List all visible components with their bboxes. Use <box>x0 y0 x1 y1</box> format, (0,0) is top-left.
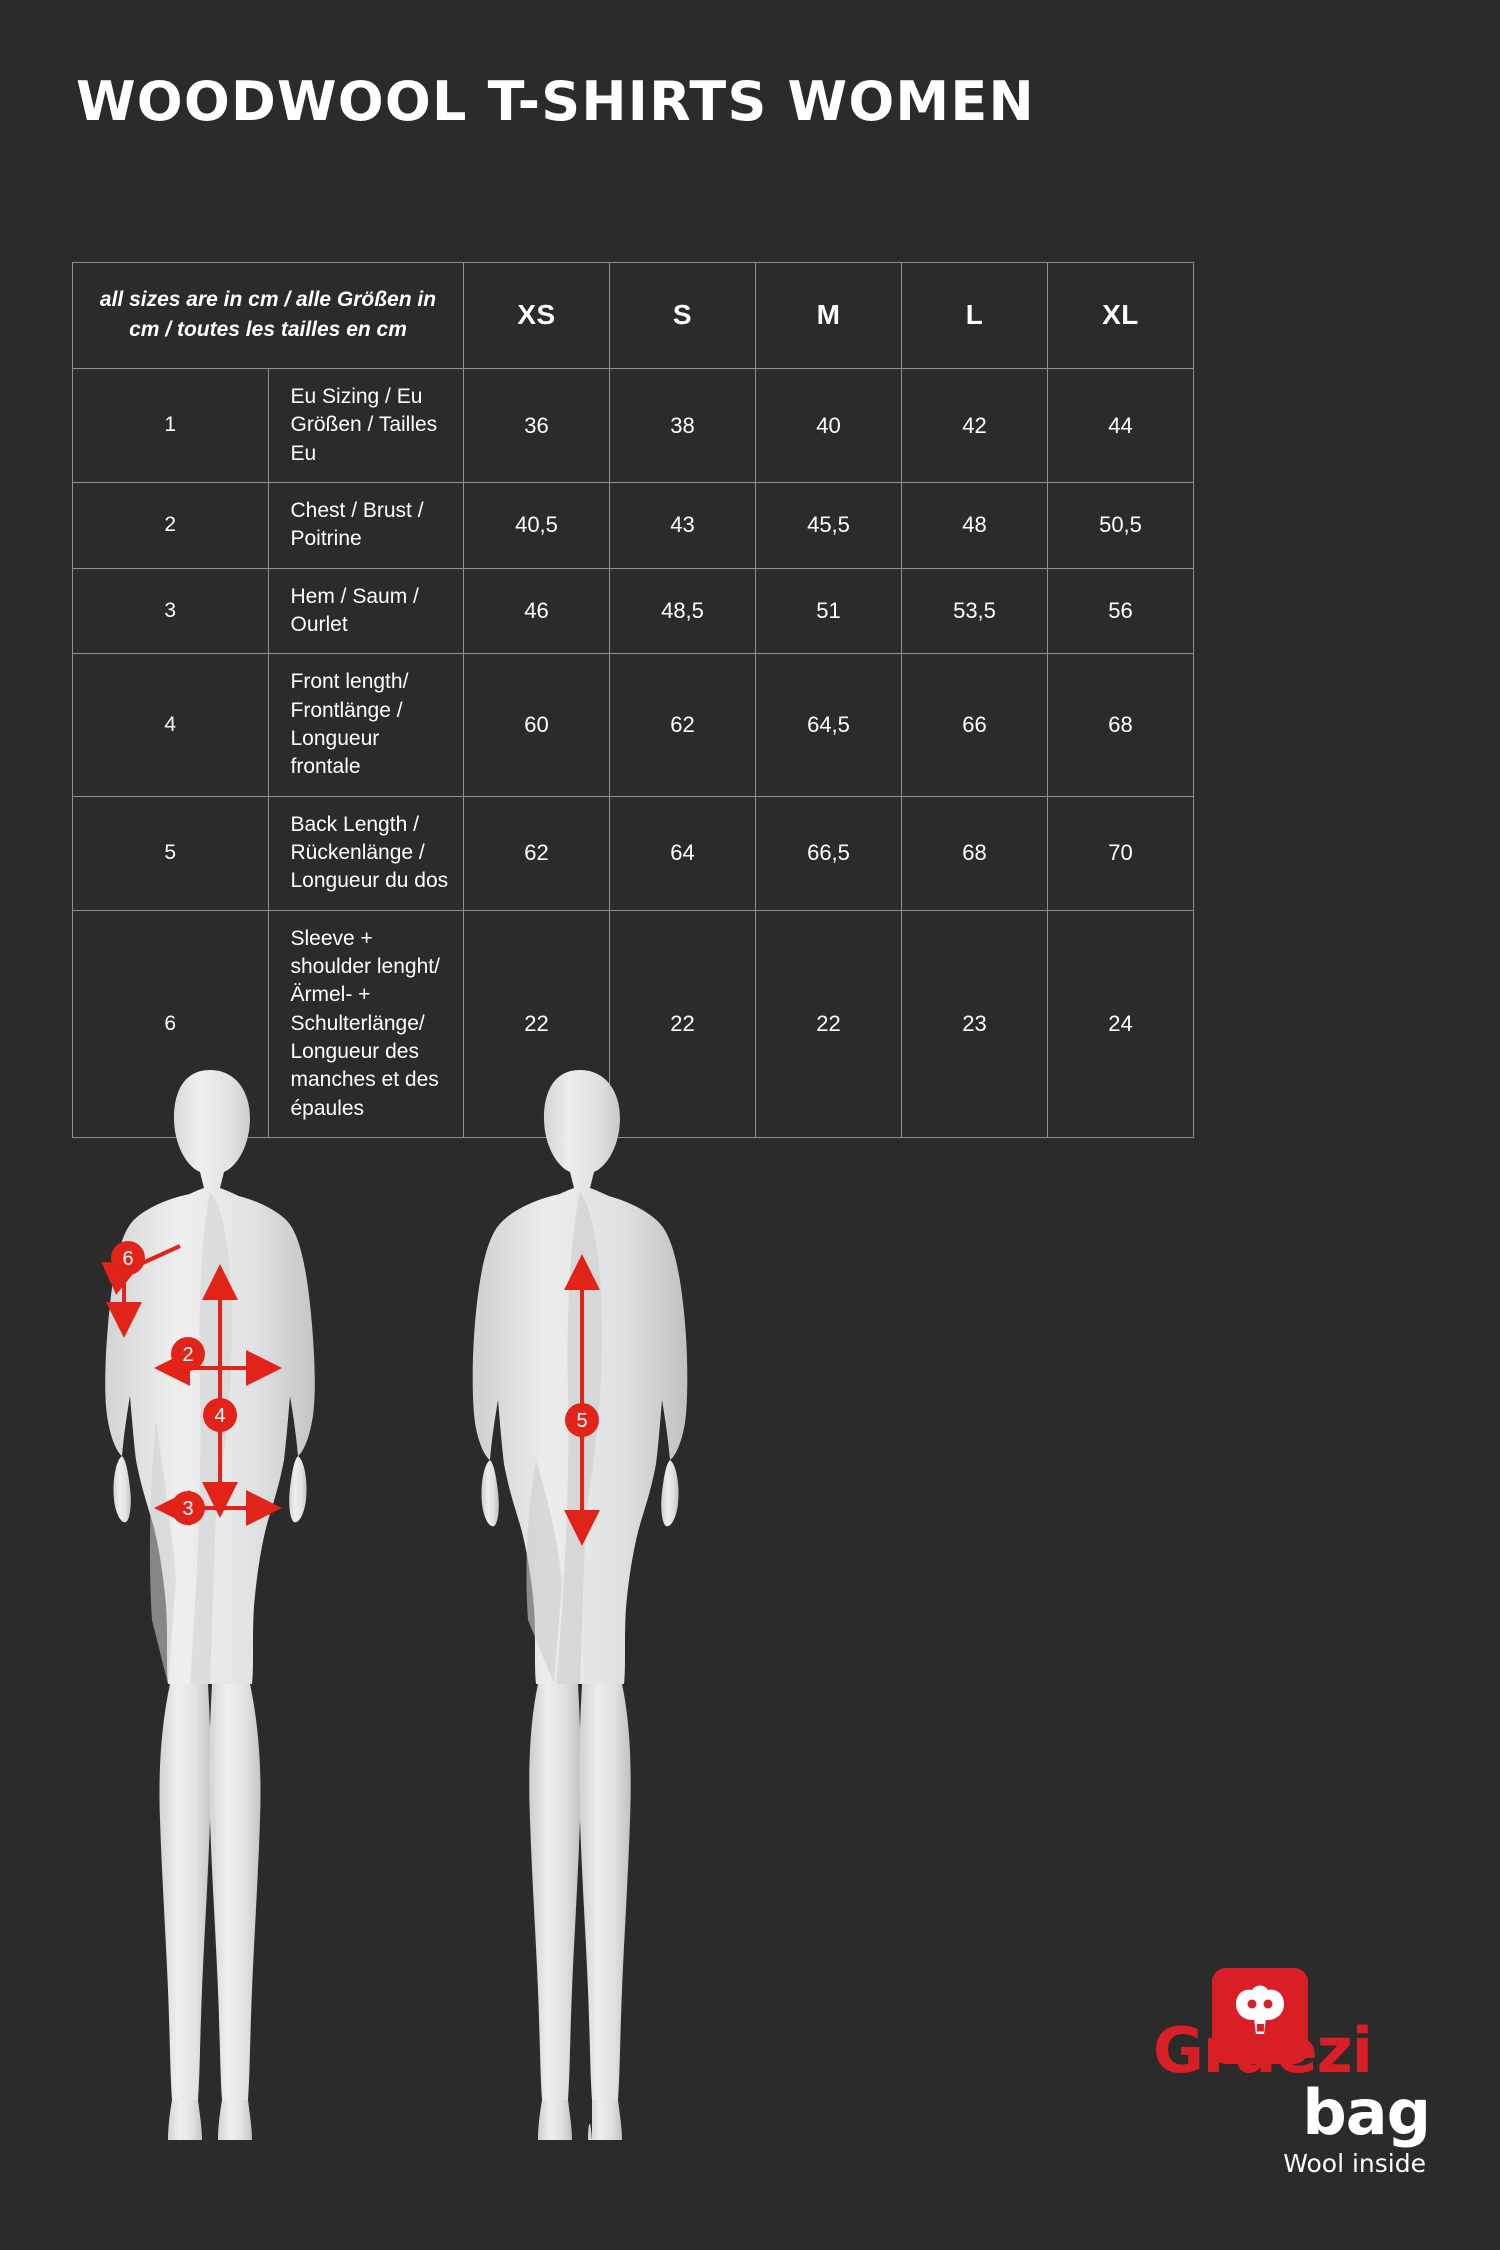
size-header-xs: XS <box>464 263 610 369</box>
row-value-l: 48 <box>902 482 1048 568</box>
measurement-marker-5 <box>565 1403 599 1437</box>
brand-logo <box>1030 1968 1430 2188</box>
brand-tagline: Wool inside <box>1283 2149 1426 2178</box>
row-number: 3 <box>73 568 269 654</box>
table-row <box>73 368 1194 482</box>
row-value-m: 51 <box>756 568 902 654</box>
row-label: Sleeve + shoulder lenght/ Ärmel- + Schulterlänge/ Longueur des manches et des épaules <box>268 910 464 1137</box>
size-header-m: M <box>756 263 902 369</box>
row-label: Hem / Saum / Ourlet <box>268 568 464 654</box>
back-view-mannequin <box>430 1060 870 2180</box>
row-value-s: 48,5 <box>610 568 756 654</box>
row-number: 5 <box>73 796 269 910</box>
row-value-xs: 36 <box>464 368 610 482</box>
row-value-l: 42 <box>902 368 1048 482</box>
row-value-xs: 40,5 <box>464 482 610 568</box>
size-header-s: S <box>610 263 756 369</box>
row-value-m: 66,5 <box>756 796 902 910</box>
row-value-xl: 70 <box>1048 796 1194 910</box>
marker-label-6: 6 <box>122 1248 134 1270</box>
row-value-xl: 68 <box>1048 654 1194 796</box>
brand-name-secondary: bag <box>1302 2076 1430 2149</box>
table-row <box>73 568 1194 654</box>
marker-label-2: 2 <box>182 1344 194 1366</box>
row-value-s: 62 <box>610 654 756 796</box>
row-value-l: 66 <box>902 654 1048 796</box>
size-table <box>72 262 1194 1138</box>
measurement-marker-6 <box>111 1241 145 1275</box>
page-title: WOODWOOL T-SHIRTS WOMEN <box>76 70 1035 133</box>
row-value-xs: 60 <box>464 654 610 796</box>
measurement-marker-2 <box>171 1337 205 1371</box>
table-body <box>73 368 1194 1137</box>
row-value-xl: 50,5 <box>1048 482 1194 568</box>
table-row <box>73 796 1194 910</box>
brand-wordmark <box>1030 2014 1430 2149</box>
row-label: Eu Sizing / Eu Größen / Tailles Eu <box>268 368 464 482</box>
row-label: Back Length / Rückenlänge / Longueur du dos <box>268 796 464 910</box>
row-value-xs: 62 <box>464 796 610 910</box>
row-number: 4 <box>73 654 269 796</box>
row-value-xs: 46 <box>464 568 610 654</box>
row-value-xl: 56 <box>1048 568 1194 654</box>
row-value-l: 23 <box>902 910 1048 1137</box>
measurement-marker-3 <box>171 1491 205 1525</box>
brand-name-primary: Grüezi <box>1153 2014 1372 2087</box>
row-value-xl: 24 <box>1048 910 1194 1137</box>
table-row <box>73 654 1194 796</box>
row-value-s: 64 <box>610 796 756 910</box>
table-row <box>73 482 1194 568</box>
table-header <box>73 263 1194 369</box>
marker-label-3: 3 <box>182 1498 194 1520</box>
row-value-s: 38 <box>610 368 756 482</box>
row-value-m: 64,5 <box>756 654 902 796</box>
row-number: 2 <box>73 482 269 568</box>
size-table-container <box>72 262 1194 1138</box>
row-number: 6 <box>73 910 269 1137</box>
row-value-m: 22 <box>756 910 902 1137</box>
table-header-row <box>73 263 1194 369</box>
row-value-s: 43 <box>610 482 756 568</box>
measurement-marker-4 <box>203 1398 237 1432</box>
row-value-l: 53,5 <box>902 568 1048 654</box>
unit-note-header: all sizes are in cm / alle Größen in cm / toutes les tailles en cm <box>73 263 464 369</box>
size-header-xl: XL <box>1048 263 1194 369</box>
row-value-m: 40 <box>756 368 902 482</box>
row-value-l: 68 <box>902 796 1048 910</box>
row-value-m: 45,5 <box>756 482 902 568</box>
marker-label-5: 5 <box>576 1410 588 1432</box>
row-value-s: 22 <box>610 910 756 1137</box>
row-value-xl: 44 <box>1048 368 1194 482</box>
marker-label-4: 4 <box>214 1405 226 1427</box>
row-label: Chest / Brust / Poitrine <box>268 482 464 568</box>
row-label: Front length/ Frontlänge / Longueur frontale <box>268 654 464 796</box>
size-header-l: L <box>902 263 1048 369</box>
row-value-xs: 22 <box>464 910 610 1137</box>
row-number: 1 <box>73 368 269 482</box>
